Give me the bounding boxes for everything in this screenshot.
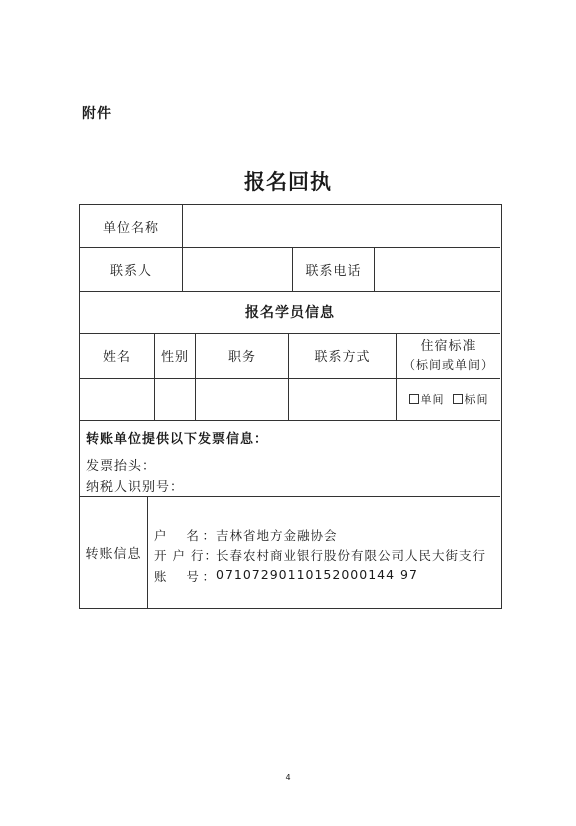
student-section-title: 报名学员信息: [245, 305, 335, 321]
contact-phone-label: 联系电话: [305, 263, 362, 279]
page-number: 4: [285, 773, 291, 782]
unit-name-field[interactable]: [183, 205, 500, 247]
account-number-row: [154, 567, 418, 585]
single-room-label: 单间: [420, 393, 445, 406]
invoice-title-label[interactable]: 发票抬头：: [86, 459, 157, 474]
student-position-field[interactable]: [196, 378, 288, 420]
transfer-info-label: 转账信息: [85, 546, 142, 562]
taxpayer-id-label[interactable]: 纳税人识别号：: [86, 480, 185, 495]
checkbox-icon: [409, 394, 419, 404]
lodging-sub-label: （标间或单间）: [402, 357, 494, 372]
invoice-intro: 转账单位提供以下发票信息：: [86, 432, 269, 447]
lodging-label: 住宿标准: [420, 338, 477, 354]
standard-room-checkbox[interactable]: [453, 391, 489, 407]
student-name-field[interactable]: [80, 378, 154, 420]
account-number-value: 07107290110152000144 97: [216, 567, 418, 582]
contact-phone-field[interactable]: [375, 247, 500, 291]
account-number-label: 账 号：: [154, 569, 216, 584]
column-gender: 性别: [160, 350, 189, 365]
bank-label: 开 户 行：: [154, 548, 218, 563]
lodging-options: [397, 378, 500, 420]
checkbox-icon: [453, 394, 463, 404]
student-gender-field[interactable]: [155, 378, 195, 420]
single-room-checkbox[interactable]: [409, 391, 445, 407]
column-lodging: [397, 333, 500, 378]
account-name-row: [154, 526, 338, 544]
row-divider: [80, 420, 500, 421]
attachment-label: 附件: [82, 106, 112, 122]
unit-name-label: 单位名称: [102, 220, 159, 236]
contact-person-field[interactable]: [183, 247, 292, 291]
column-contact: 联系方式: [314, 350, 371, 365]
page-title: 报名回执: [244, 169, 332, 194]
contact-person-label: 联系人: [109, 263, 152, 279]
bank-row: [154, 546, 486, 564]
standard-room-label: 标间: [464, 393, 489, 406]
student-contact-field[interactable]: [289, 378, 396, 420]
bank-value: 长春农村商业银行股份有限公司人民大街支行: [216, 548, 487, 563]
account-name-value: 吉林省地方金融协会: [216, 528, 338, 543]
account-name-label: 户 名：: [154, 528, 216, 543]
column-name: 姓名: [102, 350, 131, 365]
column-position: 职务: [227, 350, 256, 365]
col-divider: [147, 496, 148, 608]
